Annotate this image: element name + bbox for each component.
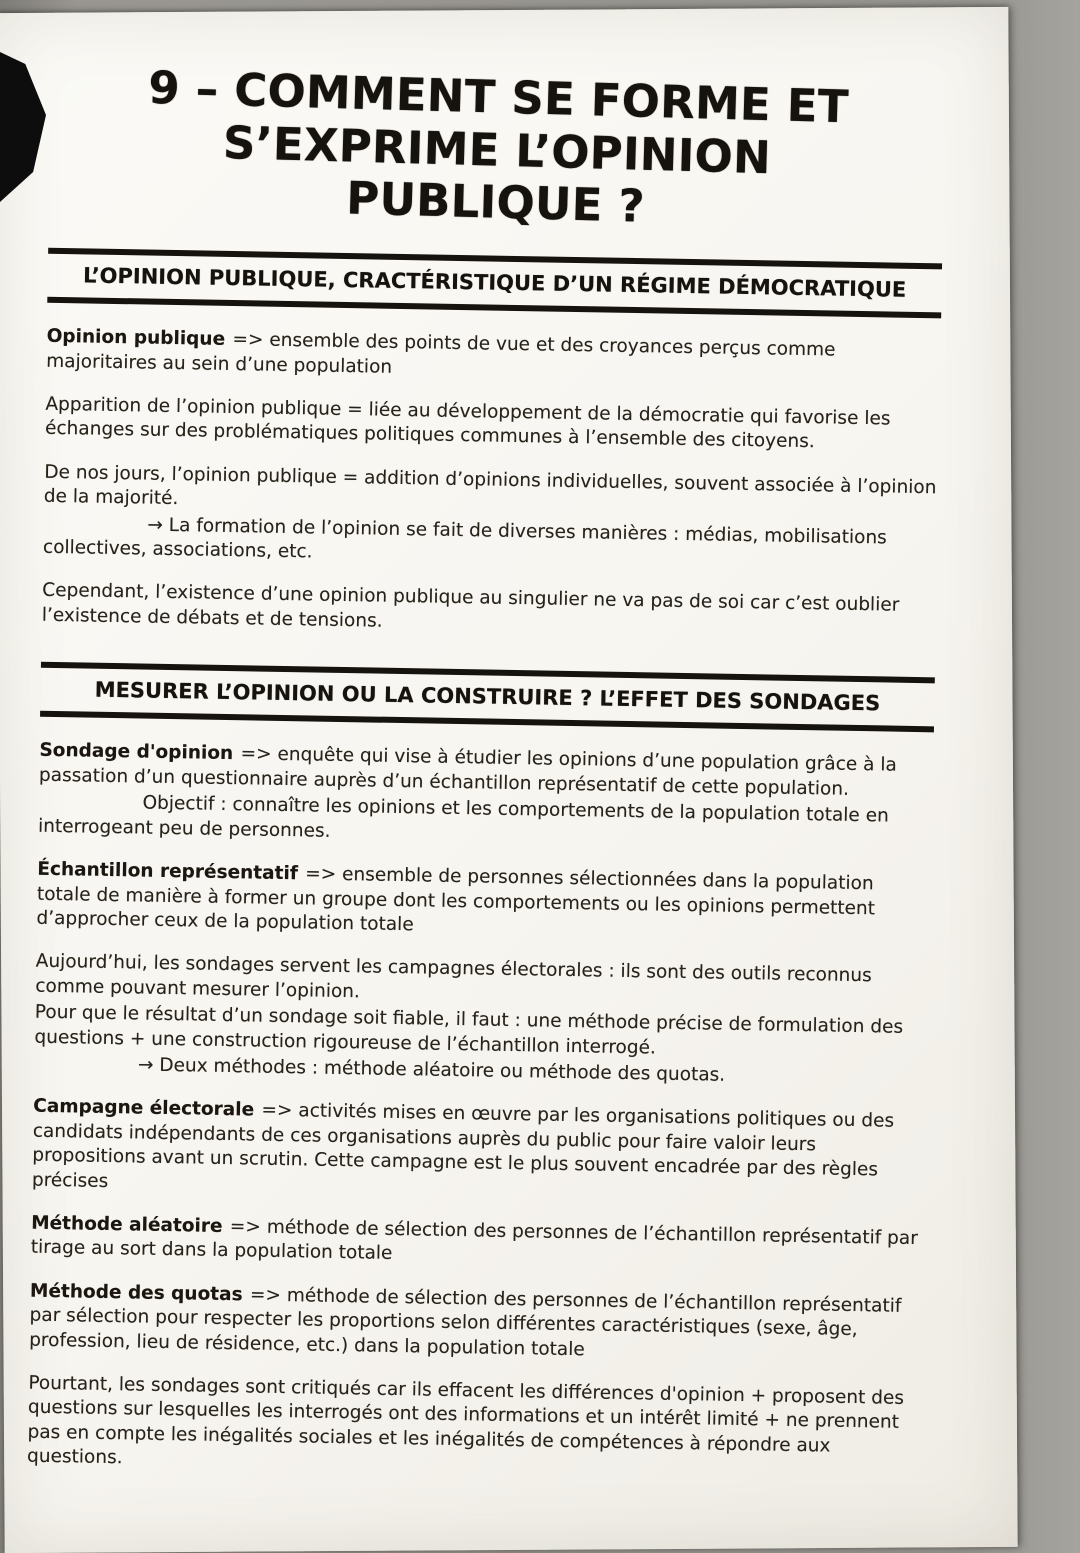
- para-de-nos-jours: De nos jours, l’opinion publique = addition d’opinions individuelles, souvent associée à l’opinion de la majorité.: [43, 461, 937, 510]
- para-fiabilite: Pour que le résultat d’un sondage soit fiable, il faut : une méthode précise de formulation des questions + une construction rigoureuse de l’échantillon interrogé.: [34, 1001, 904, 1059]
- definition-opinion-publique: [46, 325, 941, 389]
- arrow-note-formation: → La formation de l’opinion se fait de diverses manières : médias, mobilisations collectives, associations, etc.: [42, 514, 887, 563]
- section-2-header: MESURER L’OPINION OU LA CONSTRUIRE ? L’EFFET DES SONDAGES: [40, 662, 935, 733]
- definition-text: => ensemble des points de vue et des croyances perçus comme majoritaires au sein d’une population: [46, 329, 836, 378]
- para-aujourdhui: Aujourd’hui, les sondages servent les campagnes électorales : ils sont des outils reconnus comme pouvant mesurer l’opinion.: [35, 951, 872, 1003]
- definition-term: Sondage d'opinion: [39, 740, 234, 765]
- definition-text: => méthode de sélection des personnes de l’échantillon représentatif par tirage au sort dans la population totale: [30, 1216, 918, 1265]
- definition-campagne-electorale: [32, 1095, 928, 1208]
- definition-methode-aleatoire: [31, 1212, 926, 1276]
- section-1-header: L’OPINION PUBLIQUE, CRACTÉRISTIQUE D’UN RÉGIME DÉMOCRATIQUE: [47, 248, 942, 319]
- arrow-note-methodes: → Deux méthodes : méthode aléatoire ou méthode des quotas.: [137, 1054, 726, 1086]
- para-apparition: Apparition de l’opinion publique = liée au développement de la démocratie qui favorise les échanges sur des problématiques politiques communes à l’ensemble des citoyens.: [44, 393, 891, 453]
- definition-term: Échantillon représentatif: [37, 858, 299, 885]
- title-line-3: PUBLIQUE ?: [345, 171, 646, 234]
- definition-text: => méthode de sélection des personnes de l’échantillon représentatif par sélection pour respecter les proportions selon différentes caractéristiques (sexe, âge, profession, lieu de résidence, etc.) dans la population totale: [28, 1284, 902, 1360]
- definition-term: Méthode des quotas: [29, 1280, 243, 1306]
- definition-text: => enquête qui vise à étudier les opinions d’une population grâce à la passation d’un questionnaire auprès d’un échantillon représentatif de cette population.: [38, 743, 897, 800]
- scanned-page: [0, 7, 1018, 1553]
- definition-text: => activités mises en œuvre par les organisations politiques ou des candidats indépendants de ces organisations auprès du public pour faire valoir leurs propositions avant un scrutin. Cette campagne est le plus souvent encadrée par des règles précises: [31, 1100, 895, 1192]
- para-cependant: Cependant, l’existence d’une opinion publique au singulier ne va pas de soi car c’est oublier l’existence de débats et de tensions.: [41, 580, 900, 632]
- page-title: [48, 59, 946, 242]
- definition-term: Opinion publique: [46, 325, 226, 351]
- definition-term: Méthode aléatoire: [31, 1212, 223, 1237]
- note-objectif: Objectif : connaître les opinions et les comportements de la population totale en interrogeant peu de personnes.: [37, 792, 889, 842]
- page-content: [27, 56, 946, 1504]
- para-critiques-sondages: Pourtant, les sondages sont critiqués car ils effacent les différences d'opinion + proposent des questions sur lesquelles les interrogés ont des informations et un intérêt limité + ne prennent pas en compte les inégalités sociales et les inégalités de compétences à répondre aux questions.: [26, 1372, 905, 1469]
- definition-methode-quotas: [29, 1279, 924, 1368]
- definition-echantillon: [36, 858, 931, 947]
- definition-term: Campagne électorale: [33, 1096, 255, 1121]
- definition-text: => ensemble de personnes sélectionnées dans la population totale de manière à former un groupe dont les comportements ou les opinions permettent d’approcher ceux de la population totale: [36, 863, 876, 936]
- title-line-1: 9 – COMMENT SE FORME ET: [147, 60, 850, 134]
- title-line-2: S’EXPRIME L’OPINION: [222, 115, 772, 184]
